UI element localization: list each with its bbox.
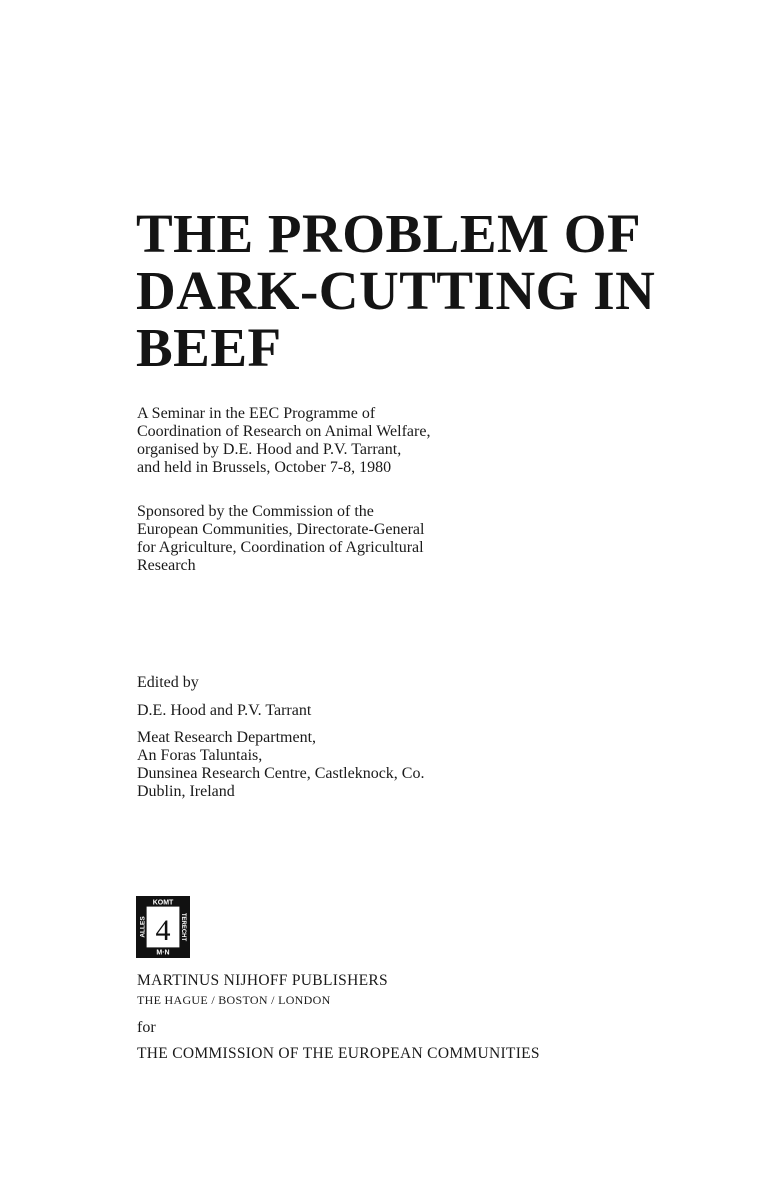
book-title-line: BEEF <box>136 317 282 378</box>
logo-center-text: 4 <box>155 914 171 947</box>
affiliation-line: Meat Research Department, <box>137 729 317 746</box>
seminar-description <box>137 405 430 477</box>
for-label: for <box>137 1019 156 1036</box>
edited-by-label: Edited by <box>137 674 199 691</box>
commission-name: THE COMMISSION OF THE EUROPEAN COMMUNITIES <box>137 1045 540 1062</box>
book-title-line: DARK-CUTTING IN <box>136 260 656 321</box>
logo-right-text: TERECHT <box>179 912 186 942</box>
logo-bottom-text: M·N <box>156 949 170 957</box>
editors-affiliation <box>137 729 424 801</box>
seminar-line: A Seminar in the EEC Programme of <box>137 405 376 422</box>
book-title <box>136 205 756 376</box>
affiliation-line: Dunsinea Research Centre, Castleknock, Co. <box>137 765 425 782</box>
sponsor-statement <box>137 503 424 575</box>
logo-left-text: ALLES <box>139 916 147 938</box>
editors-names: D.E. Hood and P.V. Tarrant <box>137 702 312 719</box>
sponsor-line: Sponsored by the Commission of the <box>137 503 374 520</box>
affiliation-line: Dublin, Ireland <box>137 783 235 800</box>
publisher-places: THE HAGUE / BOSTON / LONDON <box>137 993 331 1007</box>
seminar-line: and held in Brussels, October 7-8, 1980 <box>137 459 392 476</box>
sponsor-line: for Agriculture, Coordination of Agricultural <box>137 539 424 556</box>
seminar-line: Coordination of Research on Animal Welfare, <box>137 423 431 440</box>
publisher-logo-icon <box>136 896 190 958</box>
sponsor-line: Research <box>137 557 196 574</box>
publisher-name: MARTINUS NIJHOFF PUBLISHERS <box>137 972 388 989</box>
sponsor-line: European Communities, Directorate-General <box>137 521 425 538</box>
seminar-line: organised by D.E. Hood and P.V. Tarrant, <box>137 441 402 458</box>
affiliation-line: An Foras Taluntais, <box>137 747 263 764</box>
logo-top-text: KOMT <box>152 899 174 907</box>
book-title-line: THE PROBLEM OF <box>136 203 642 264</box>
